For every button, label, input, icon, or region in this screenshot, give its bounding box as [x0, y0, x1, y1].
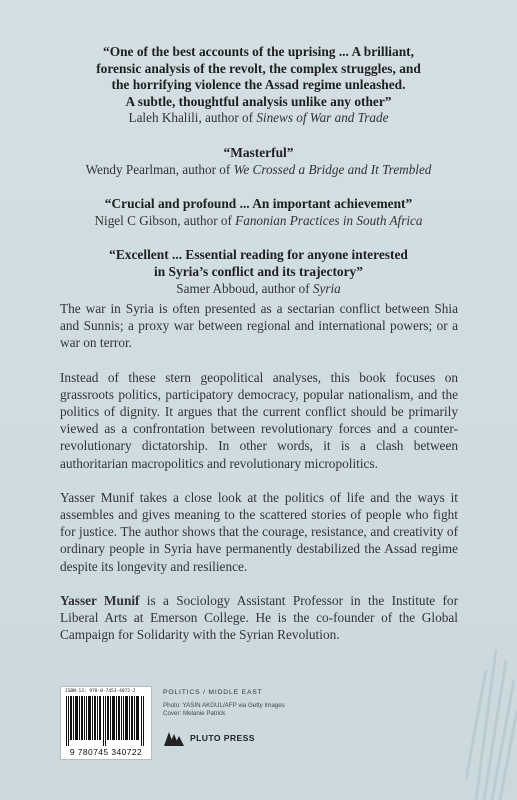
quote-attribution	[60, 213, 457, 230]
attribution-author: Wendy Pearlman, author of	[85, 161, 231, 177]
author-bio-text: is a Sociology Assistant Professor in the Institute for Liberal Arts at Emerson College. He is the co-founder of the Global Campaign for Solidarity with the Syrian Revolution.	[60, 592, 458, 643]
blurb-paragraph-3: Yasser Munif takes a close look at the politics of life and the ways it assembles and gives meaning to the scattered stories of people who fight for justice. The author shows that the courage, resistance, and creativity of ordinary people in Syria have permanently destabilized the Assad regime despite its longevity and resilience.	[60, 489, 458, 574]
decorative-graphic	[466, 640, 517, 800]
quote-line: the horrifying violence the Assad regime unleashed.	[111, 77, 406, 93]
endorsements	[60, 44, 457, 315]
photo-credit: Photo: YASIN AKGUL/AFP via Getty Images	[163, 702, 285, 709]
blurb-paragraph-1: The war in Syria is often presented as a sectarian conflict between Shia and Sunnis; a proxy war between regional and international powers; or a war on terror.	[60, 301, 458, 351]
barcode-icon	[60, 686, 152, 760]
endorsement-khalili	[60, 44, 457, 127]
barcode-bars	[66, 696, 146, 746]
quote-attribution	[60, 162, 457, 179]
endorsement-pearlman	[60, 145, 457, 178]
quote-line: “Excellent ... Essential reading for anyone interested	[109, 247, 408, 263]
attribution-author: Laleh Khalili, author of	[128, 110, 254, 126]
publisher-imprint	[163, 728, 255, 748]
quote-line: “Crucial and profound ... An important achievement”	[104, 196, 413, 212]
attribution-work: Syria	[312, 280, 341, 296]
quote-attribution	[60, 281, 457, 298]
author-bio	[60, 592, 458, 644]
attribution-work: Fanonian Practices in South Africa	[235, 212, 423, 228]
cover-credit: Cover: Melanie Patrick	[163, 709, 226, 717]
quote-line: in Syria’s conflict and its trajectory”	[154, 263, 363, 279]
quote-line: “Masterful”	[223, 144, 294, 160]
attribution-work: We Crossed a Bridge and It Trembled	[233, 161, 432, 177]
attribution-work: Sinews of War and Trade	[256, 110, 389, 126]
author-name: Yasser Munif	[60, 592, 140, 608]
blurb-paragraph-2: Instead of these stern geopolitical analyses, this book focuses on grassroots politics, participatory democracy, popular nationalism, and the politics of dignity. It argues that the current conflict should be primarily viewed as a confrontation between revolutionary forces and a counter-revolutionary dictatorship. In other words, it is a clash between authoritarian macropolitics and revolutionary micropolitics.	[60, 369, 458, 471]
endorsement-abboud	[60, 247, 457, 297]
isbn-label: ISBN-13: 978-0-7453-4072-2	[65, 689, 136, 694]
attribution-author: Nigel C Gibson, author of	[94, 212, 232, 228]
pluto-press-logo-icon	[163, 730, 185, 746]
credits	[163, 702, 285, 717]
subject-category: POLITICS / MIDDLE EAST	[163, 689, 263, 696]
attribution-author: Samer Abboud, author of	[176, 280, 310, 296]
publisher-name: PLUTO PRESS	[190, 733, 255, 743]
blurb	[60, 300, 458, 660]
quote-line: “One of the best accounts of the uprising ... A brilliant,	[103, 44, 414, 59]
barcode-number: 9 780745 340722	[69, 747, 143, 757]
endorsement-gibson	[60, 196, 457, 229]
quote-attribution	[60, 110, 457, 127]
quote-line: A subtle, thoughtful analysis unlike any other”	[125, 93, 392, 109]
quote-line: forensic analysis of the revolt, the complex struggles, and	[96, 60, 421, 76]
